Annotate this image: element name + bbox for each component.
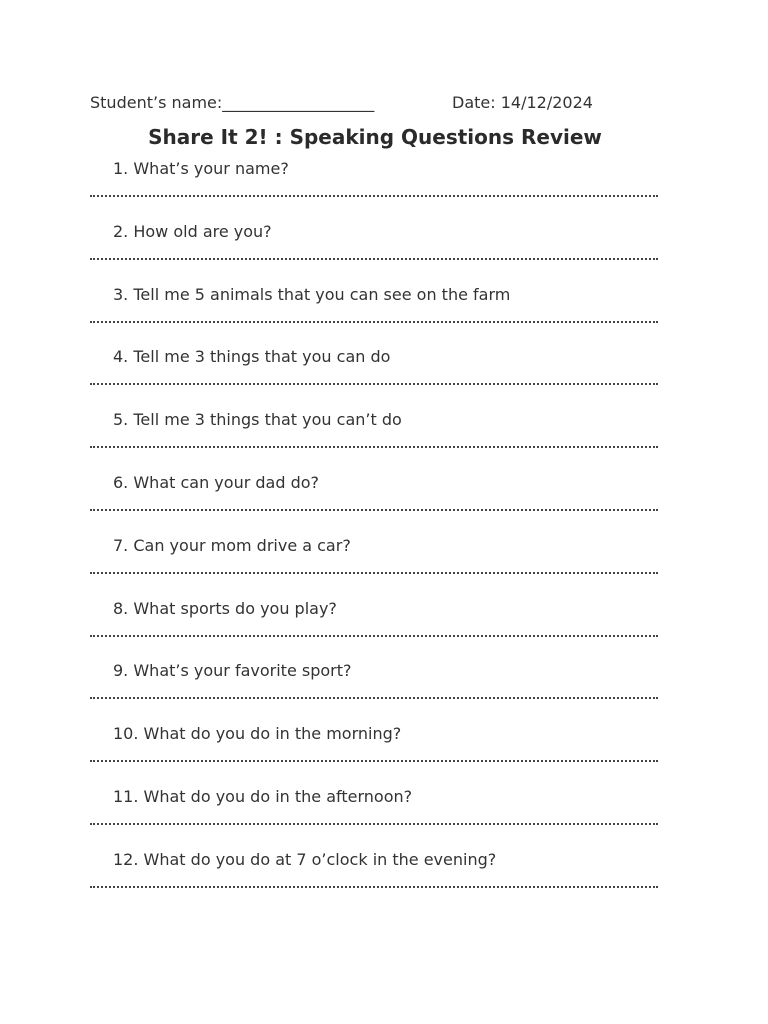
question-item bbox=[90, 221, 660, 284]
answer-line bbox=[90, 886, 658, 888]
question-item bbox=[90, 409, 660, 472]
question-text: 1. What’s your name? bbox=[113, 159, 289, 178]
worksheet-title: Share It 2! : Speaking Questions Review bbox=[148, 125, 602, 149]
answer-line bbox=[90, 509, 658, 511]
answer-line bbox=[90, 635, 658, 637]
question-text: 6. What can your dad do? bbox=[113, 472, 320, 492]
question-item bbox=[90, 472, 660, 535]
question-item bbox=[90, 598, 660, 661]
question-text: 7. Can your mom drive a car? bbox=[113, 535, 351, 555]
question-text: 8. What sports do you play? bbox=[113, 598, 337, 618]
question-item bbox=[90, 535, 660, 598]
question-text: 11. What do you do in the afternoon? bbox=[113, 786, 413, 806]
question-text: 4. Tell me 3 things that you can do bbox=[113, 347, 391, 367]
student-name-label: Student’s name:___________________ bbox=[90, 93, 375, 112]
question-text: 9. What’s your favorite sport? bbox=[113, 661, 352, 681]
question-text: 10. What do you do in the morning? bbox=[113, 724, 402, 744]
question-text: 2. How old are you? bbox=[113, 221, 272, 241]
answer-line bbox=[90, 446, 658, 448]
question-text: 3. Tell me 5 animals that you can see on the farm bbox=[113, 284, 511, 304]
question-item bbox=[90, 284, 660, 347]
answer-line bbox=[90, 823, 658, 825]
answer-line bbox=[90, 258, 658, 260]
answer-line bbox=[90, 383, 658, 385]
question-item bbox=[90, 723, 660, 786]
question-item bbox=[90, 786, 660, 849]
answer-line bbox=[90, 195, 658, 197]
answer-line bbox=[90, 760, 658, 762]
question-list bbox=[90, 158, 660, 912]
date-label: Date: 14/12/2024 bbox=[452, 93, 593, 112]
question-text: 5. Tell me 3 things that you can’t do bbox=[113, 410, 402, 430]
answer-line bbox=[90, 572, 658, 574]
question-text: 12. What do you do at 7 o’clock in the evening? bbox=[113, 849, 497, 869]
question-item bbox=[90, 346, 660, 409]
answer-line bbox=[90, 697, 658, 699]
question-item bbox=[90, 660, 660, 723]
worksheet bbox=[90, 92, 660, 912]
question-item bbox=[90, 158, 660, 221]
answer-line bbox=[90, 321, 658, 323]
header-row bbox=[90, 92, 660, 114]
question-item bbox=[90, 849, 660, 912]
